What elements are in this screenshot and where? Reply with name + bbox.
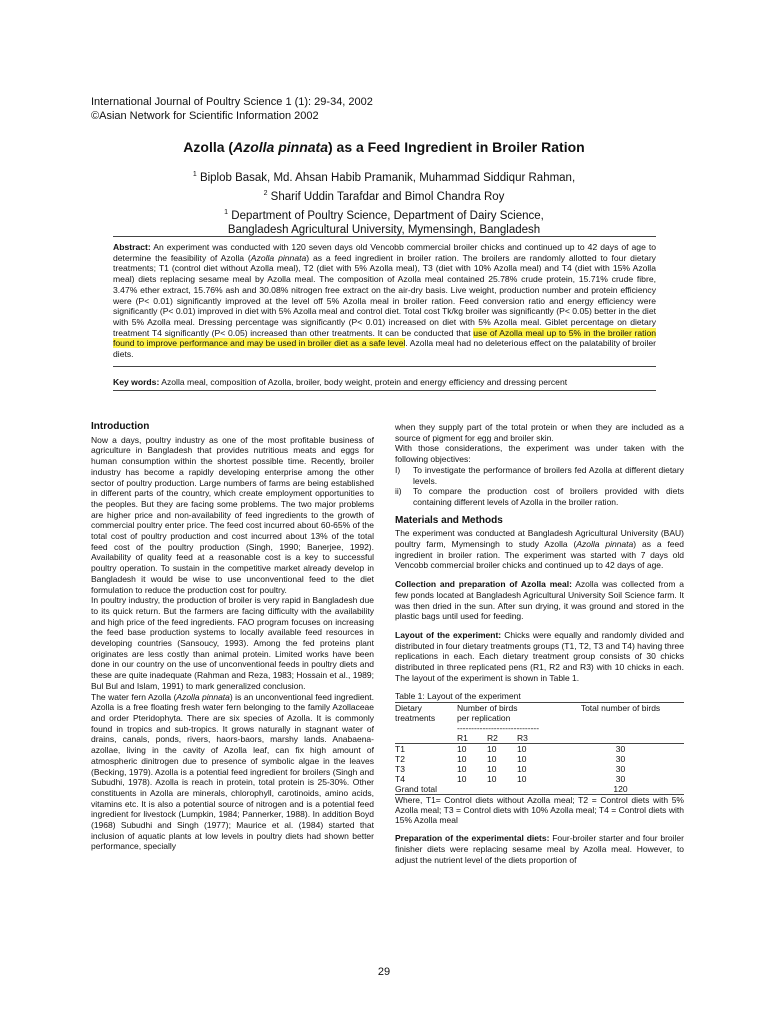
- table-cell: 10: [517, 744, 527, 755]
- intro-p3-a: The water fern Azolla (: [91, 691, 177, 702]
- affiliation-text-1: Department of Poultry Science, Department of Dairy Science,: [231, 209, 544, 222]
- table-cell: 30: [615, 764, 626, 775]
- grand-total-value: 120: [613, 784, 628, 795]
- table-cell: T4: [395, 774, 405, 785]
- page-number: 29: [377, 966, 391, 978]
- table-cell: 10: [457, 774, 467, 785]
- table-row: [395, 754, 684, 764]
- table-cell: 30: [615, 774, 626, 785]
- table-cell: 10: [457, 754, 467, 765]
- layout-heading: Layout of the experiment:: [395, 629, 502, 640]
- objective-1: [395, 465, 684, 486]
- right-paragraph-1: when they supply part of the total protein or when they are included as a source of pigment for egg and broiler skin.: [395, 422, 684, 443]
- table-cell: 10: [487, 744, 497, 755]
- abstract-text-3: . Azolla meal had no deleterious effect on the palatability of broiler diets.: [113, 338, 657, 360]
- right-column: [395, 422, 684, 865]
- title-part1: Azolla (: [183, 139, 234, 155]
- table-rep-1: R1: [457, 733, 468, 744]
- paper-title: [0, 139, 768, 155]
- table-cell: 10: [487, 764, 497, 775]
- preparation-heading: Preparation of the experimental diets:: [395, 833, 550, 844]
- keywords-rule: [113, 390, 656, 391]
- table-header-dashes: -----------------------------: [457, 723, 540, 734]
- table-header-col1-a: Dietary: [395, 703, 422, 714]
- table-row: [395, 744, 684, 755]
- layout-paragraph: [395, 630, 684, 684]
- objective-1-number: I): [395, 464, 401, 475]
- table-1-caption: Table 1: Layout of the experiment: [395, 691, 521, 702]
- intro-heading: Introduction: [91, 421, 150, 432]
- keywords-text: Azolla meal, composition of Azolla, broiler, body weight, protein and energy efficiency and dressing percent: [159, 376, 568, 387]
- abstract-paragraph: [113, 242, 656, 360]
- layout-text: Chicks were equally and randomly divided and distributed in four dietary treatments groups (T1, T2, T3 and T4) having three replications in each. Each dietary treatment group consists of 30 chicks distributed in three replicated pens (R1, R2 and R3) with 10 chicks in each. The layout of the experiment is shown in Table 1.: [395, 629, 685, 683]
- author-line-1: $^1$ Biplob Basak, Md. Ahsan Habib Pramanik, Muhammad Siddiqur Rahman,: [192, 171, 576, 184]
- author-names-2: Sharif Uddin Tarafdar and Bimol Chandra Roy: [270, 190, 505, 203]
- objective-2: [395, 486, 684, 507]
- abstract-bottom-rule: [113, 366, 656, 367]
- table-note: Where, T1= Control diets without Azolla meal; T2 = Control diets with 5% Azolla meal; T3 = Control diets with 10% Azolla meal; T4 = Control diets with 15% Azolla meal: [395, 795, 684, 826]
- table-header-col3: Total number of birds: [580, 703, 661, 714]
- affiliation-line-1: $^1$ Department of Poultry Science, Department of Dairy Science,: [224, 208, 544, 222]
- intro-paragraph-2: In poultry industry, the production of broiler is very rapid in Bangladesh due to its quick return. But the farmers are facing difficulty with the availability and high price of the feed ingredients. FAO program focuses on increasing the feed base production systems to locally available feed resources in developing countries (Sansoucy, 1993). Among the fed proteins plant originates are less costly than animal protein. Limited works have been done in our country on the use of unconventional feeds in poultry diets and these are quite inadequate (Rahman and Reza, 1983; Hossain et al., 1989; Bul Bul and Islam, 1991) to mark generalized conclusion.: [91, 595, 374, 691]
- keywords: [113, 377, 656, 388]
- methods-heading: Materials and Methods: [395, 514, 503, 526]
- intro-paragraph-1: Now a days, poultry industry as one of the most profitable business of agriculture in Bangladesh that provides nutritious meats and eggs for human consumption within the shortest possible time. Recently, broiler industry has become a rapidly developing enterprise among the other sector of poultry production. Large numbers of farms are being established in different parts of the country, which create employment opportunities to the peoples. But they are facing some problems. The two major problems are higher price and non-availability of feed ingredients to the growth of commercial poultry enter price. The feed cost incurred about 60-65% of the total cost of poultry production and cost incurred about 13% of the total feed cost of the poultry production (Singh, 1990; Banerjee, 1992). Availability of quality feed at a reasonable cost is a key to successful poultry operation. To sustain in the competitive market already develop in Bangladesh it would be wise to use unconventional feed to the diet formulation to reduce the production cost for poultry.: [91, 434, 374, 595]
- author-line-2: $^2$ Sharif Uddin Tarafdar and Bimol Chandra Roy: [263, 189, 505, 203]
- table-cell: 10: [487, 754, 497, 765]
- table-cell: 10: [517, 754, 527, 765]
- intro-p3-b: ) is an unconventional feed ingredient. Azolla is a free floating fresh water fern belonging to the family Azollaceae and order Pteridophyta. There are six species of Azolla. It is commonly found in tropics and sub-tropics. It grows naturally in stagnant water of drains, canals, ponds, rivers, haors-baors, marshy lands. Anabaena-azollae, living in the cavity of Azolla leaf, can fix high amount of atmospheric dinitrogen due to presence of symbolic algae in the leaves (Becking, 1979). Azolla is a potential feed ingredient for broilers (Singh and Subudhi, 1978). Azolla is reach in protein, total protein is 25-30%. Other constituents in Azolla are minerals, chlorophyll, carotinoids, amino acids, vitamins etc. It is also a potential source of nitrogen and is a potential feed ingredient for livestock (Lumpkin, 1984; Pannerker, 1988). In addition Boyd (1968) Subudhi and Singh (1977); Maurice et al. (1984) started that inclusion of aquatic plants at low levels in poultry diets had shown better performance, specially: [91, 691, 375, 852]
- table-rep-3: R3: [517, 733, 528, 744]
- highlighted-conclusion[interactable]: use of Azolla meal up to 5% in the broiler ration found to improve performance and may be used in broiler diet as a safe level: [113, 327, 656, 349]
- table-header-col1-b: treatments: [395, 713, 436, 724]
- table-header-col2-a: Number of birds: [457, 703, 518, 714]
- table-cell: 10: [487, 774, 497, 785]
- table-cell: 30: [615, 754, 626, 765]
- author-names-1: Biplob Basak, Md. Ahsan Habib Pramanik, Muhammad Siddiqur Rahman,: [199, 171, 576, 184]
- affiliation-line-2: Bangladesh Agricultural University, Mymensingh, Bangladesh: [227, 224, 541, 237]
- table-header-col1: [395, 703, 457, 734]
- methods-paragraph: [395, 528, 684, 571]
- author-block: [0, 167, 768, 238]
- abstract-label: Abstract:: [113, 242, 151, 252]
- left-column: [91, 422, 374, 852]
- table-header-col2: [457, 703, 557, 734]
- table-grand-total-row: [395, 784, 684, 795]
- methods-text-a: The experiment was conducted at Bangladesh Agricultural University (BAU) poultry farm, Mymensingh to study Azolla (: [395, 528, 684, 550]
- abstract-section: [113, 236, 656, 391]
- keywords-label: Key words:: [113, 376, 160, 387]
- table-header-col2-b: per replication: [457, 713, 511, 724]
- table-1: [395, 702, 684, 825]
- methods-text-b: ) as a feed ingredient in broiler ration. The experiment was started with 7 days old Vencobb commercial broiler chicks and continued up to 42 days of age.: [395, 539, 684, 571]
- collection-paragraph: [395, 579, 684, 622]
- intro-p3-italic: Azolla pinnata: [176, 691, 230, 702]
- abstract-text-2: ) as a feed ingredient in broiler ration. The broilers are randomly allotted to four dietary treatments; T1 (control diet without Azolla meal), T2 (diet with 5% Azolla meal), T3 (diet with 10% Azolla meal) and T4 (diet with 15% Azolla meal) diets replacing sesame meal by Azolla meal. The composition of Azolla meal contained 25.78% crude protein, 15.71% crude fibre, 3.47% ether extract, 15.76% ash and 30.08% nitrogen free extract on the air-dry basis. Live weight, production number and protein efficiency were (P< 0.01) significantly improved at the level off 5% Azolla meal in broiler ration. Feed conversion ratio and energy efficiency were significantly (P< 0.01) improved in diet with 5% Azolla meal and control diet. Total cost Tk/kg broiler was significantly (P< 0.05) better in the diet with 5% Azolla meal. Dressing percentage was significantly (P< 0.01) increased on diet with 5% Azolla meal. Giblet percentage on dietary treatment T4 significantly (P< 0.05) increased than other treatments. It can be conducted that: [113, 252, 656, 338]
- table-row: [395, 764, 684, 774]
- objective-2-number: ii): [395, 486, 402, 497]
- abstract-text-1: An experiment was conducted with 120 seven days old Vencobb commercial broiler chicks and continued up to 42 days of age to determine the feasibility of Azolla (: [113, 242, 656, 263]
- preparation-text: Four-broiler starter and four broiler finisher diets were replacing sesame meal by Azolla meal. However, to adjust the nutrient level of the diets proportion of: [395, 833, 684, 865]
- table-row: [395, 774, 684, 784]
- table-cell: T1: [395, 744, 405, 755]
- preparation-paragraph: [395, 833, 684, 865]
- collection-heading: Collection and preparation of Azolla meal:: [395, 579, 572, 590]
- objective-2-text: To compare the production cost of broilers provided with diets containing different levels of Azolla in the broiler ration.: [413, 486, 684, 507]
- table-cell: T2: [395, 754, 405, 765]
- table-cell: 10: [457, 764, 467, 775]
- intro-paragraph-3: [91, 692, 374, 853]
- title-italic: Azolla pinnata: [233, 139, 328, 155]
- collection-text: Azolla was collected from a few ponds located at Bangladesh Agricultural University Soil Science farm. It was then dried in the sun. After sun drying, it was ground and stored in the plastic bags until used for feeding.: [395, 579, 684, 622]
- table-cell: 10: [457, 744, 467, 755]
- table-rep-2: R2: [487, 733, 498, 744]
- table-cell: 30: [615, 744, 626, 755]
- journal-citation: International Journal of Poultry Science 1 (1): 29-34, 2002: [91, 96, 373, 108]
- journal-header: [91, 95, 373, 123]
- table-cell: 10: [517, 764, 527, 775]
- title-part2: ) as a Feed Ingredient in Broiler Ration: [327, 139, 585, 155]
- right-paragraph-2: With those considerations, the experiment was under taken with the following objectives:: [395, 443, 684, 465]
- table-cell: T3: [395, 764, 405, 775]
- copyright-line: ©Asian Network for Scientific Information 2002: [91, 110, 319, 122]
- abstract-italic: Azolla pinnata: [250, 252, 307, 263]
- objective-1-text: To investigate the performance of broilers fed Azolla at different dietary levels.: [413, 464, 684, 486]
- methods-italic: Azolla pinnata: [576, 539, 634, 550]
- grand-total-label: Grand total: [395, 784, 438, 795]
- table-cell: 10: [517, 774, 527, 785]
- abstract-top-rule: [113, 236, 656, 237]
